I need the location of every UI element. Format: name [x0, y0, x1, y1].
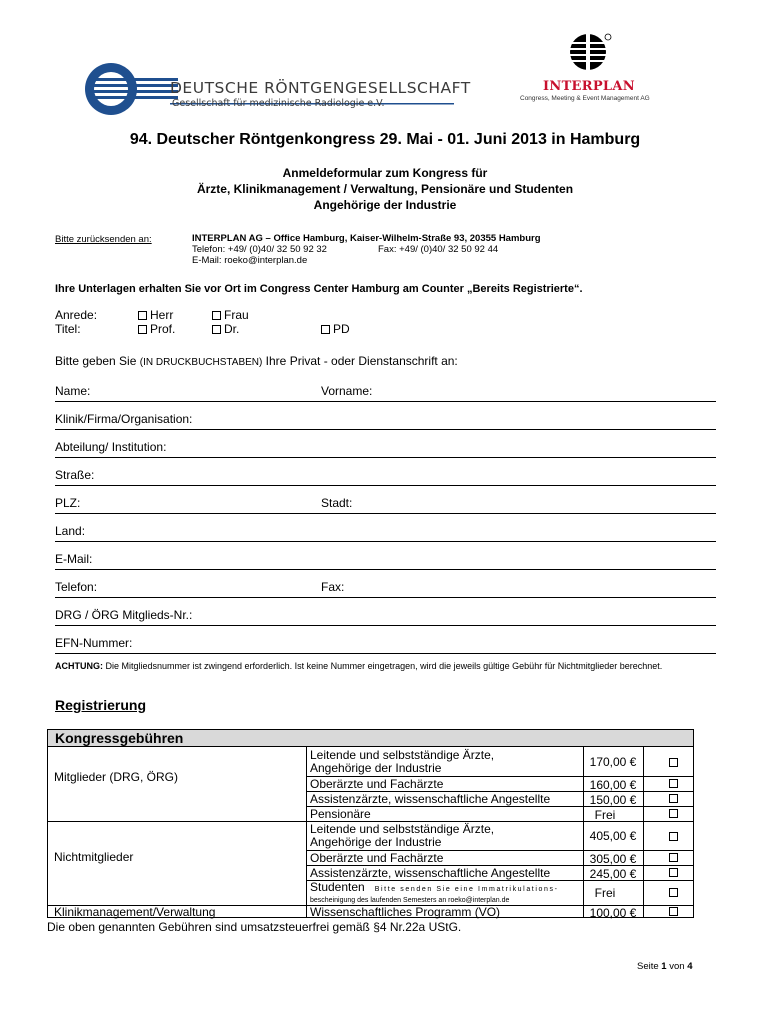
telefon-label: Telefon: [55, 580, 98, 594]
pickup-notice: Ihre Unterlagen erhalten Sie vor Ort im Congress Center Hamburg am Counter „Bereits Registrierte“. [55, 283, 583, 295]
fee-row-desc: Wissenschaftliches Programm (VO) [310, 905, 501, 919]
checkbox-pd[interactable] [321, 325, 330, 334]
fee-checkbox[interactable] [669, 809, 678, 818]
fax-label: Fax: [321, 580, 345, 594]
membership-note: ACHTUNG: Die Mitgliedsnummer ist zwingend erforderlich. Ist keine Nummer eingetragen, wird die jeweils gültige Gebühr für Nichtmitglieder berechnet. [55, 661, 663, 671]
fee-checkbox[interactable] [669, 907, 678, 916]
abteilung-label: Abteilung/ Institution: [55, 440, 167, 454]
fee-checkbox[interactable] [669, 832, 678, 841]
fee-price: 405,00 € [589, 829, 637, 843]
fee-row-desc: Pensionäre [310, 807, 371, 821]
option-pd[interactable]: PD [321, 322, 350, 336]
subtitle-line-2: Ärzte, Klinikmanagement / Verwaltung, Pensionäre und Studenten [196, 182, 574, 196]
page-title: 94. Deutscher Röntgenkongress 29. Mai - 01. Juni 2013 in Hamburg [129, 131, 641, 148]
interplan-name: INTERPLAN [543, 79, 635, 94]
return-label: Bitte zurücksenden an: [55, 234, 152, 245]
fee-checkbox[interactable] [669, 888, 678, 897]
registration-title: Registrierung [55, 697, 147, 713]
drg-name: DEUTSCHE RÖNTGENGESELLSCHAFT [170, 79, 471, 97]
fee-row-desc: Assistenzärzte, wissenschaftliche Angestellte [310, 866, 551, 880]
fee-checkbox[interactable] [669, 779, 678, 788]
option-frau[interactable]: Frau [212, 308, 249, 322]
drg-subtitle: Gesellschaft für medizinische Radiologie e.V. [172, 98, 385, 109]
name-label: Name: [55, 384, 91, 398]
field-land[interactable] [55, 522, 716, 542]
checkbox-prof[interactable] [138, 325, 147, 334]
fee-price: 305,00 € [589, 852, 637, 866]
field-klinik[interactable] [55, 410, 716, 430]
option-prof[interactable]: Prof. [138, 322, 175, 336]
fee-row-desc: Leitende und selbstständige Ärzte, Angehörige der Industrie [310, 822, 495, 849]
subtitle-line-1: Anmeldeformular zum Kongress für [282, 166, 488, 180]
option-dr[interactable]: Dr. [212, 322, 239, 336]
efn-label: EFN-Nummer: [55, 636, 133, 650]
fee-price: 170,00 € [589, 755, 637, 769]
fee-price: Frei [594, 808, 616, 822]
field-abteilung[interactable] [55, 438, 716, 458]
fee-checkbox[interactable] [669, 794, 678, 803]
group-members: Mitglieder (DRG, ÖRG) [54, 770, 179, 784]
email-label: E-Mail: [55, 552, 93, 566]
fee-checkbox[interactable] [669, 853, 678, 862]
fees-header: Kongressgebühren [47, 729, 694, 747]
fee-price: 160,00 € [589, 778, 637, 792]
checkbox-frau[interactable] [212, 311, 221, 320]
klinik-label: Klinik/Firma/Organisation: [55, 412, 193, 426]
plz-label: PLZ: [55, 496, 81, 510]
field-row-plz[interactable] [55, 494, 716, 514]
fee-checkbox[interactable] [669, 758, 678, 767]
field-row-telefon[interactable] [55, 578, 716, 598]
checkbox-dr[interactable] [212, 325, 221, 334]
drg-nr-label: DRG / ÖRG Mitglieds-Nr.: [55, 608, 193, 622]
page-number: Seite 1 von 4 [637, 961, 693, 972]
fee-row-desc: Leitende und selbstständige Ärzte, Angehörige der Industrie [310, 748, 495, 775]
return-company: INTERPLAN AG – Office Hamburg, Kaiser-Wilhelm-Straße 93, 20355 Hamburg [192, 233, 541, 244]
fee-price: 150,00 € [589, 793, 637, 807]
vorname-label: Vorname: [321, 384, 373, 398]
field-email[interactable] [55, 550, 716, 570]
address-intro: Bitte geben Sie (IN DRUCKBUCHSTABEN) Ihre Privat - oder Dienstanschrift an: [55, 354, 458, 368]
field-drg-nr[interactable] [55, 606, 716, 626]
land-label: Land: [55, 524, 86, 538]
group-nonmembers: Nichtmitglieder [54, 850, 134, 864]
tax-note: Die oben genannten Gebühren sind umsatzsteuerfrei gemäß §4 Nr.22a UStG. [47, 920, 462, 934]
fee-row-desc: Oberärzte und Fachärzte [310, 777, 444, 791]
fee-row-desc: Studenten Bitte senden Sie eine Immatrikulations- bescheinigung des laufenden Semesters an roeko@interplan.de [310, 880, 559, 904]
group-management: Klinikmanagement/Verwaltung [54, 905, 216, 919]
option-herr[interactable]: Herr [138, 308, 173, 322]
strasse-label: Straße: [55, 468, 95, 482]
fee-price: Frei [594, 886, 616, 900]
return-email: E-Mail: roeko@interplan.de [192, 255, 308, 266]
fee-checkbox[interactable] [669, 868, 678, 877]
return-phone: Telefon: +49/ (0)40/ 32 50 92 32 [192, 244, 327, 255]
titel-label: Titel: [55, 322, 81, 336]
field-row-name[interactable] [55, 382, 716, 402]
fee-row-desc: Oberärzte und Fachärzte [310, 851, 444, 865]
fee-price: 100,00 € [589, 906, 637, 920]
anrede-label: Anrede: [55, 308, 98, 322]
fee-row-desc: Assistenzärzte, wissenschaftliche Angestellte [310, 792, 551, 806]
subtitle-line-3: Angehörige der Industrie [313, 198, 457, 212]
interplan-subtitle: Congress, Meeting & Event Management AG [520, 95, 650, 102]
field-efn[interactable] [55, 634, 716, 654]
checkbox-herr[interactable] [138, 311, 147, 320]
fee-price: 245,00 € [589, 867, 637, 881]
field-strasse[interactable] [55, 466, 716, 486]
stadt-label: Stadt: [321, 496, 353, 510]
return-fax: Fax: +49/ (0)40/ 32 50 92 44 [378, 244, 499, 255]
